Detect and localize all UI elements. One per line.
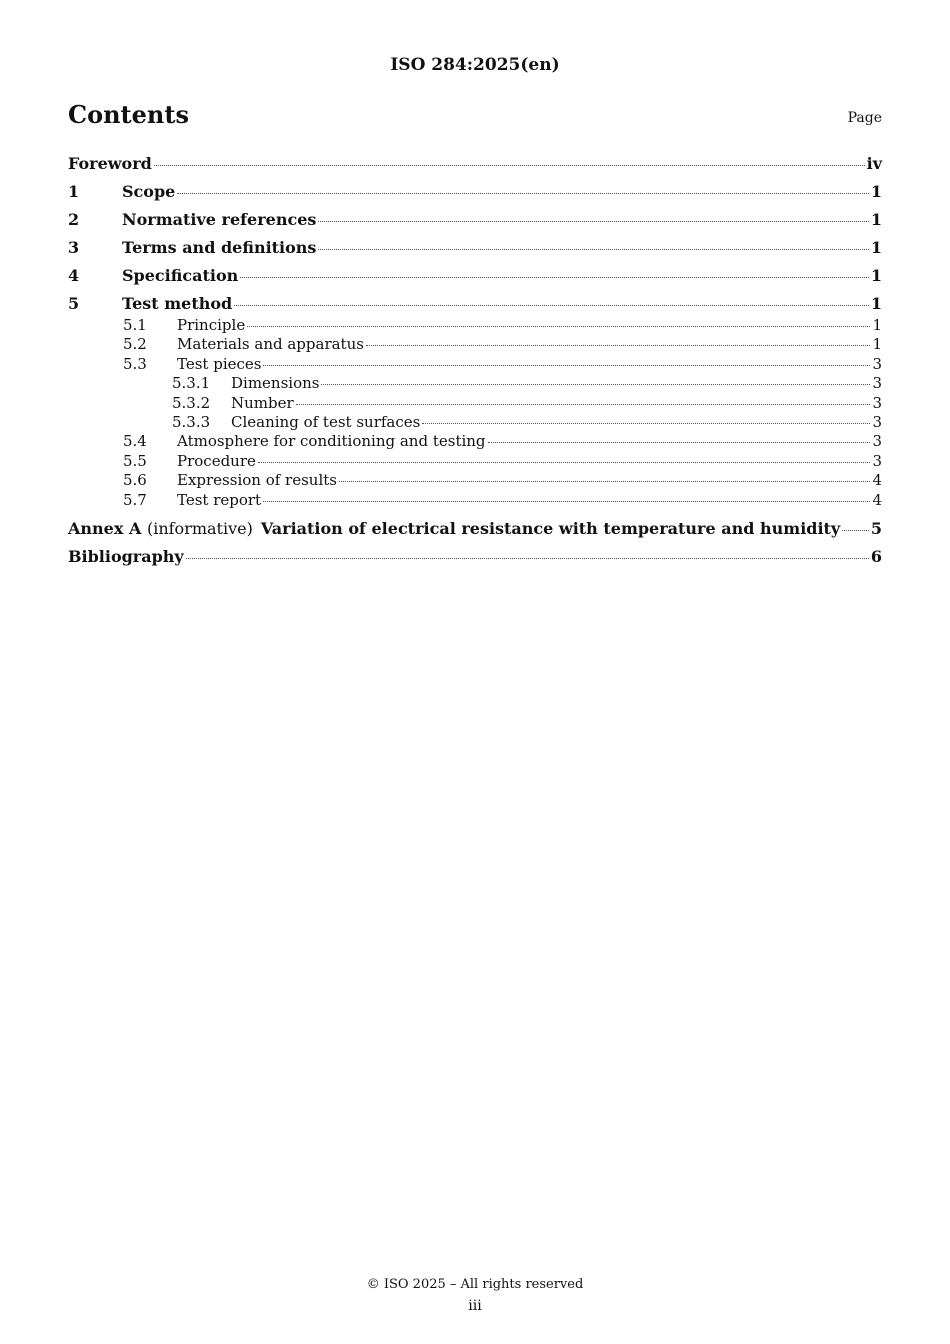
- toc-entry-annex-a[interactable]: [68, 519, 882, 547]
- dot-leader: [422, 423, 870, 424]
- entry-number: 5.2: [123, 335, 147, 354]
- entry-number: 4: [68, 266, 80, 285]
- dot-leader: [177, 193, 869, 194]
- entry-title: Principle: [177, 316, 246, 334]
- dot-leader: [186, 558, 869, 559]
- dot-leader: [240, 277, 869, 278]
- page-number: 3: [872, 451, 882, 470]
- entry-number: 5.6: [123, 471, 147, 490]
- dot-leader: [321, 384, 870, 385]
- copyright-footer: © ISO 2025 – All rights reserved: [366, 1277, 584, 1292]
- document-id: ISO 284:2025(en): [390, 55, 560, 75]
- page-number: 5: [870, 518, 882, 538]
- entry-number: 5.7: [123, 490, 147, 509]
- page-number: 3: [872, 354, 882, 373]
- toc-entry-bibliography[interactable]: [68, 547, 882, 575]
- page-number: iv: [866, 154, 882, 173]
- dot-leader: [154, 165, 865, 166]
- dot-leader: [247, 326, 870, 327]
- entry-number: 5.3: [123, 354, 147, 373]
- entry-title: Test pieces: [177, 354, 262, 373]
- toc-entry[interactable]: [68, 335, 882, 354]
- page-number: 3: [872, 374, 882, 393]
- entry-number: 5.4: [123, 432, 147, 451]
- entry-title: Procedure: [177, 451, 256, 470]
- page-number: 4: [872, 471, 882, 490]
- page-number: 1: [870, 210, 882, 229]
- entry-title: Expression of results: [177, 471, 337, 490]
- entry-title: Scope: [122, 182, 176, 201]
- dot-leader: [339, 481, 870, 482]
- toc-entry[interactable]: [68, 452, 882, 471]
- annex-type: (informative): [146, 518, 253, 538]
- entry-title: Foreword: [68, 154, 152, 173]
- annex-title: Variation of electrical resistance with temperature and humidity: [260, 518, 841, 538]
- toc-entry[interactable]: [68, 394, 882, 413]
- entry-title: Bibliography: [68, 546, 184, 566]
- toc-entry[interactable]: [68, 316, 882, 335]
- dot-leader: [842, 530, 869, 531]
- table-of-contents: [68, 154, 882, 575]
- page-number: 6: [870, 546, 882, 566]
- toc-entry[interactable]: [68, 355, 882, 374]
- toc-entry[interactable]: [68, 471, 882, 490]
- toc-entry[interactable]: [68, 238, 882, 266]
- dot-leader: [234, 305, 869, 306]
- toc-entry[interactable]: [68, 154, 882, 182]
- toc-entry[interactable]: [68, 491, 882, 510]
- page-column-label: Page: [847, 110, 882, 126]
- toc-entry[interactable]: [68, 374, 882, 393]
- entry-number: 5.3.2: [172, 393, 211, 412]
- toc-entry[interactable]: [68, 432, 882, 451]
- entry-title: Dimensions: [231, 374, 320, 393]
- entry-number: 1: [68, 182, 80, 201]
- entry-title: Test method: [122, 294, 233, 313]
- entry-title: Atmosphere for conditioning and testing: [177, 432, 486, 451]
- dot-leader: [318, 221, 868, 222]
- page-number-footer: iii: [468, 1298, 482, 1314]
- annex-label: Annex A: [68, 518, 142, 538]
- page-number: 1: [870, 238, 882, 257]
- dot-leader: [488, 442, 871, 443]
- page-number: 1: [870, 266, 882, 285]
- toc-entry[interactable]: [68, 413, 882, 432]
- entry-title: Cleaning of test surfaces: [231, 412, 421, 431]
- entry-title: Test report: [177, 490, 262, 509]
- toc-entry[interactable]: [68, 266, 882, 294]
- dot-leader: [258, 462, 871, 463]
- page-number: 3: [872, 432, 882, 451]
- entry-number: 5.3.3: [172, 412, 211, 431]
- toc-entry[interactable]: [68, 182, 882, 210]
- page-number: 1: [870, 294, 882, 313]
- entry-number: 5.3.1: [172, 374, 211, 393]
- page-number: 4: [872, 490, 882, 509]
- entry-title: Specification: [122, 266, 239, 285]
- page-number: 3: [872, 412, 882, 431]
- toc-entry[interactable]: [68, 210, 882, 238]
- entry-number: 5: [68, 294, 80, 313]
- dot-leader: [366, 345, 871, 346]
- entry-title: Normative references: [122, 210, 317, 229]
- entry-title: Terms and definitions: [122, 238, 317, 257]
- page-number: 1: [870, 182, 882, 201]
- page-number: 1: [872, 316, 882, 334]
- entry-title: Number: [231, 393, 294, 412]
- dot-leader: [318, 249, 868, 250]
- entry-number: 2: [68, 210, 80, 229]
- page-number: 1: [872, 335, 882, 354]
- dot-leader: [263, 501, 870, 502]
- entry-number: 5.1: [123, 316, 147, 334]
- entry-number: 5.5: [123, 451, 147, 470]
- entry-title: Materials and apparatus: [177, 335, 364, 354]
- dot-leader: [263, 365, 870, 366]
- entry-number: 3: [68, 238, 80, 257]
- page-number: 3: [872, 393, 882, 412]
- dot-leader: [296, 404, 871, 405]
- page-title: Contents: [68, 100, 189, 129]
